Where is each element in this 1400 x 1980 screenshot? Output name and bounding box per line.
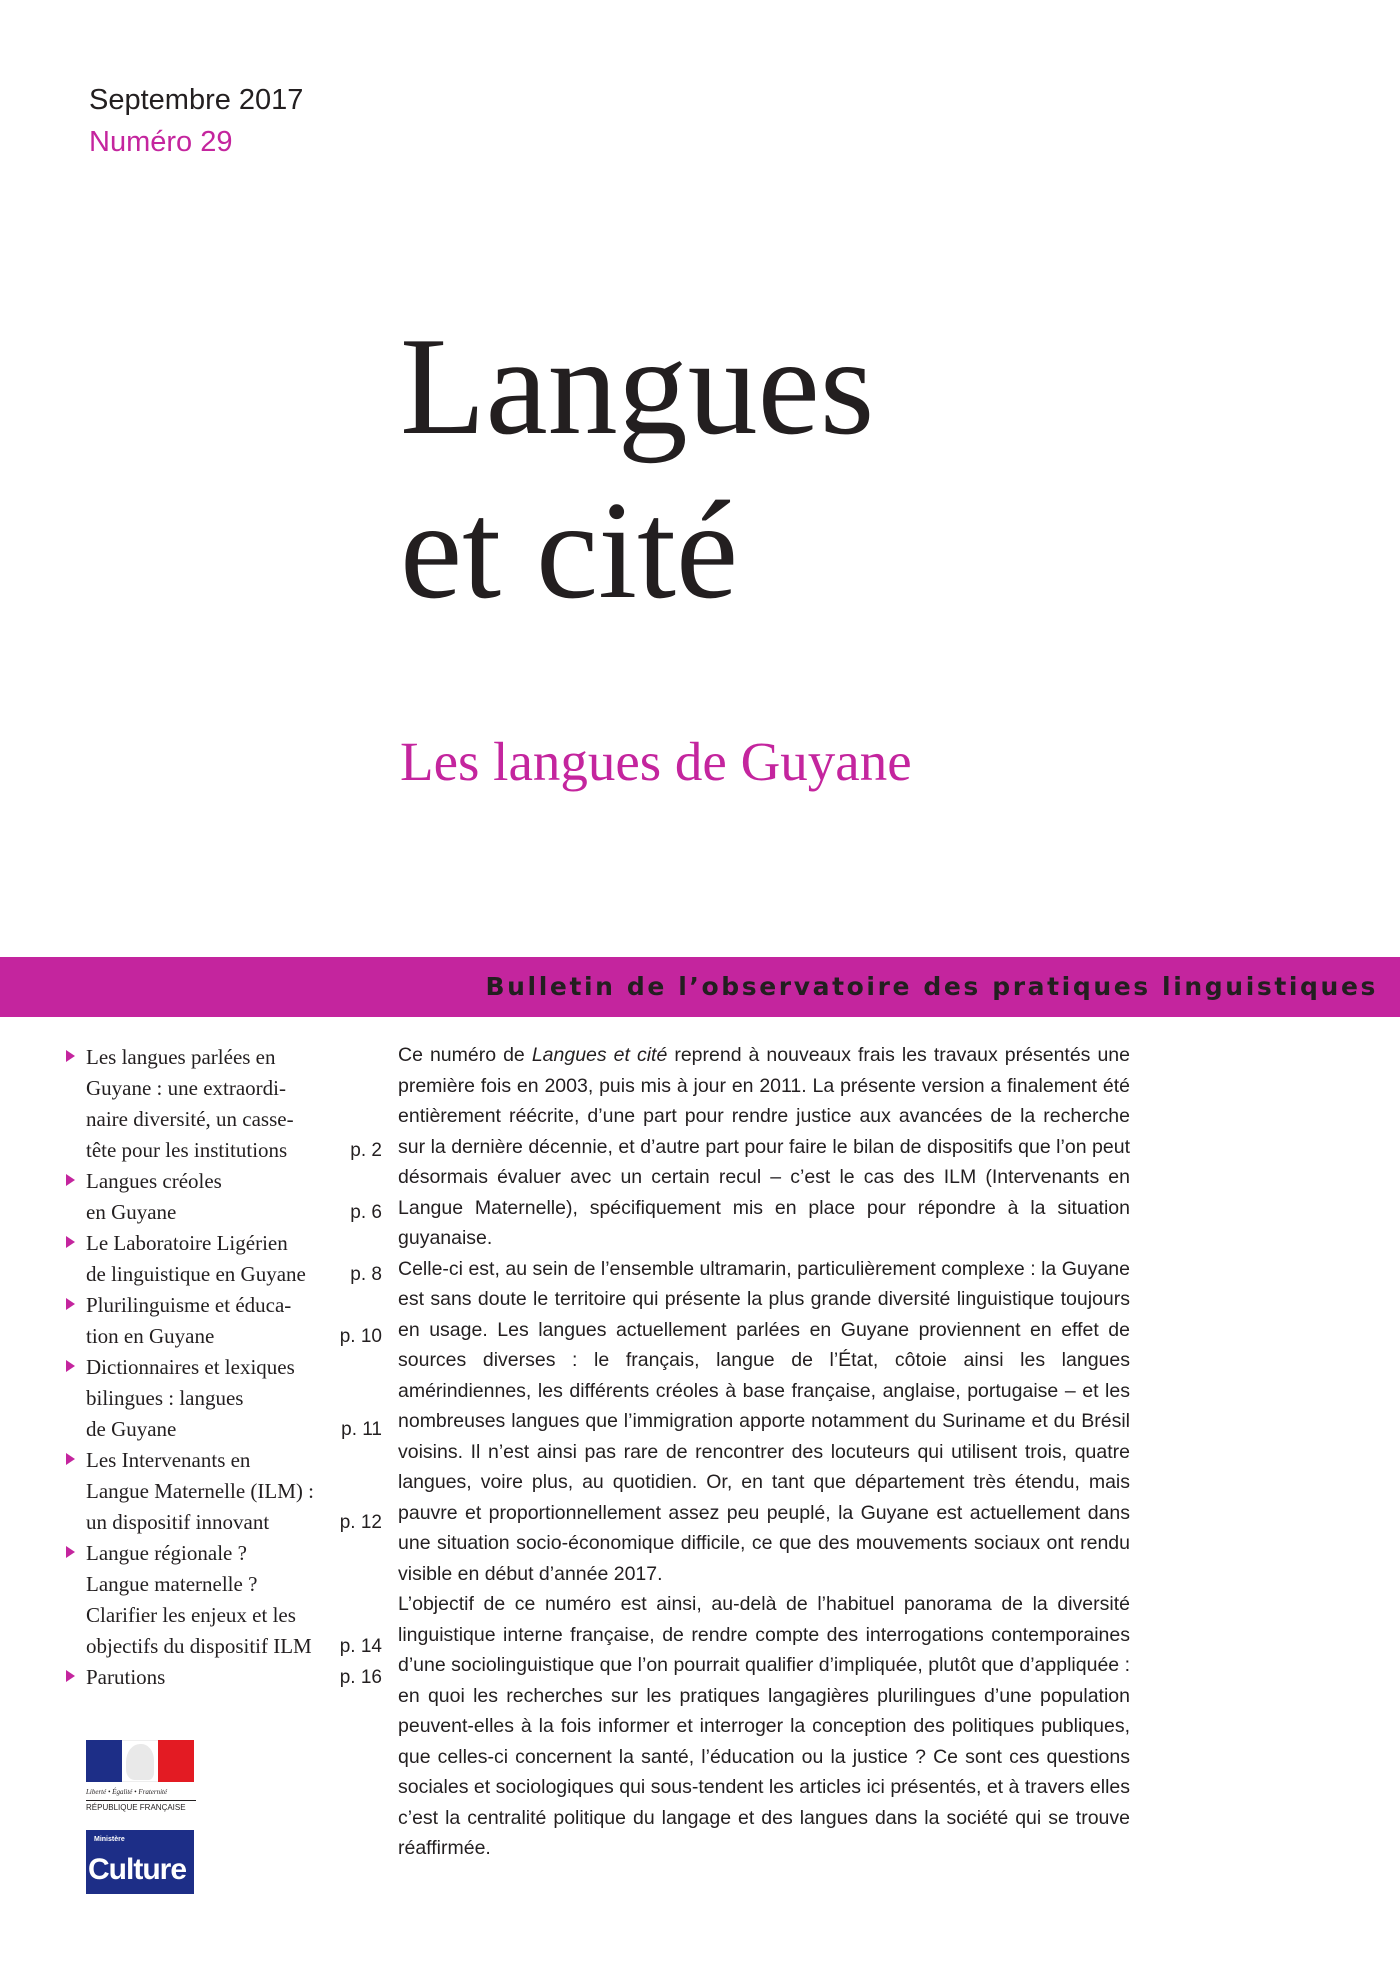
triangle-bullet-icon [66,1453,75,1465]
republic-motto: Liberté • Égalité • Fraternité [86,1788,168,1796]
toc-item[interactable] [66,1445,382,1538]
toc-page-number: p. 11 [341,1419,382,1440]
toc-item-line: Guyane : une extraordi- [86,1076,287,1100]
toc-page-number: p. 14 [339,1636,382,1657]
ministere-label: Ministère [94,1836,125,1843]
toc-item[interactable] [66,1228,382,1290]
toc-item-line: Langues créoles [86,1169,222,1193]
toc-item[interactable] [66,1290,382,1352]
toc-page-number: p. 2 [350,1140,382,1161]
toc-item-line: de Guyane [86,1417,177,1441]
title-line-2: et cité [400,473,739,628]
toc-item-line: Les langues parlées en [86,1045,276,1069]
toc-item-line: Le Laboratoire Ligérien [86,1231,288,1255]
paragraph-text: Ce numéro de [398,1044,532,1066]
triangle-bullet-icon [66,1174,75,1186]
toc-item-line: de linguistique en Guyane [86,1262,306,1286]
page-subtitle: Les langues de Guyane [400,731,912,792]
banner-text: Bulletin de l’observatoire des pratiques linguistiques [485,972,1378,1001]
toc-item[interactable] [66,1042,382,1166]
toc-item-line: en Guyane [86,1200,177,1224]
table-of-contents [66,1042,382,1693]
toc-item-line: Langue Maternelle (ILM) : [86,1479,314,1503]
toc-item-line: Plurilinguisme et éduca- [86,1293,292,1317]
culture-label: Culture [88,1853,186,1886]
issue-date: Septembre 2017 [89,84,304,116]
toc-item-line: tion en Guyane [86,1324,215,1348]
toc-item-line: un dispositif innovant [86,1510,270,1534]
page-title [400,305,874,633]
triangle-bullet-icon [66,1670,75,1682]
issue-number: Numéro 29 [89,126,233,158]
triangle-bullet-icon [66,1360,75,1372]
toc-item-line: naire diversité, un casse- [86,1107,294,1131]
toc-item[interactable] [66,1538,382,1662]
editorial-text [398,1040,1130,1864]
toc-item-line: tête pour les institutions [86,1138,288,1162]
toc-item-line: Langue régionale ? [86,1541,247,1565]
bulletin-banner [0,957,1400,1017]
toc-item-line: objectifs du dispositif ILM [86,1634,312,1658]
editorial-paragraph-2: Celle-ci est, au sein de l’ensemble ultramarin, particulièrement complexe : la Guyane est sans doute le territoire qui présente la plus grande diversité linguistique toujours en usage. Les langues actuellement parlées en Guyane proviennent en effet de sources diverses : le français, langue de l’État, côtoie ainsi les langues amérindiennes, les différents créoles à base française, anglaise, portugaise – et les nombreuses langues que l’immigration apporte notamment du Suriname et du Brésil voisins. Il n’est ainsi pas rare de rencontrer des locuteurs qui utilisent trois, quatre langues, voire plus, au quotidien. Or, en tant que département très étendu, mais pauvre et proportionnellement assez peu peuplé, la Guyane est actuellement dans une situation socio-économique difficile, ce que des mouvements sociaux ont rendu visible en début d’année 2017. [398,1257,1130,1585]
toc-page-number: p. 12 [339,1512,382,1533]
toc-item-line: Parutions [86,1665,166,1689]
triangle-bullet-icon [66,1050,75,1062]
republic-name: RÉPUBLIQUE FRANÇAISE [86,1800,196,1812]
toc-page-number: p. 6 [350,1202,382,1223]
toc-item[interactable] [66,1352,382,1445]
toc-item[interactable] [66,1662,382,1693]
toc-item-line: Langue maternelle ? [86,1572,258,1596]
triangle-bullet-icon [66,1236,75,1248]
triangle-bullet-icon [66,1298,75,1310]
toc-page-number: p. 16 [339,1667,382,1688]
marianne-icon [126,1744,154,1780]
republique-francaise-logo [86,1740,196,1820]
ministere-culture-logo [86,1830,194,1894]
toc-item-line: Dictionnaires et lexiques [86,1355,295,1379]
editorial-paragraph-1 [398,1040,1130,1254]
title-line-1: Langues [400,309,875,464]
editorial-paragraph-3: L’objectif de ce numéro est ainsi, au-delà de l’habituel panorama de la diversité linguistique interne française, de rendre compte des interrogations contemporaines d’une sociolinguistique que l’on pourrait qualifier d’impliquée, plutôt que d’appliquée : en quoi les recherches sur les pratiques langagières plurilingues d’une population peuvent-elles à la fois informer et interroger la conception des politiques publiques, que celles-ci concernent la santé, l’éducation ou la justice ? Ce sont ces questions sociales et sociologiques qui sous-tendent les articles ici présentés, et à travers elles c’est la centralité politique du langage et des langues dans la société qui se trouve réaffirmée. [398,1593,1130,1859]
toc-page-number: p. 10 [339,1326,382,1347]
toc-page-number: p. 8 [350,1264,382,1285]
toc-item[interactable] [66,1166,382,1228]
toc-item-line: Les Intervenants en [86,1448,251,1472]
triangle-bullet-icon [66,1546,75,1558]
toc-item-line: Clarifier les enjeux et les [86,1603,296,1627]
toc-item-line: bilingues : langues [86,1386,244,1410]
publication-title-italic: Langues et cité [531,1044,668,1066]
paragraph-text: reprend à nouveaux frais les travaux présentés une première fois en 2003, puis mis à jour en 2011. La présente version a finalement été entièrement réécrite, d’une part pour rendre justice aux avancées de la recherche sur la dernière décennie, et d’autre part pour faire le bilan de dispositifs que l’on peut désormais évaluer avec un certain recul – c’est le cas des ILM (Intervenants en Langue Maternelle), spécifiquement mis en place pour répondre à la situation guyanaise. [398,1044,1130,1249]
